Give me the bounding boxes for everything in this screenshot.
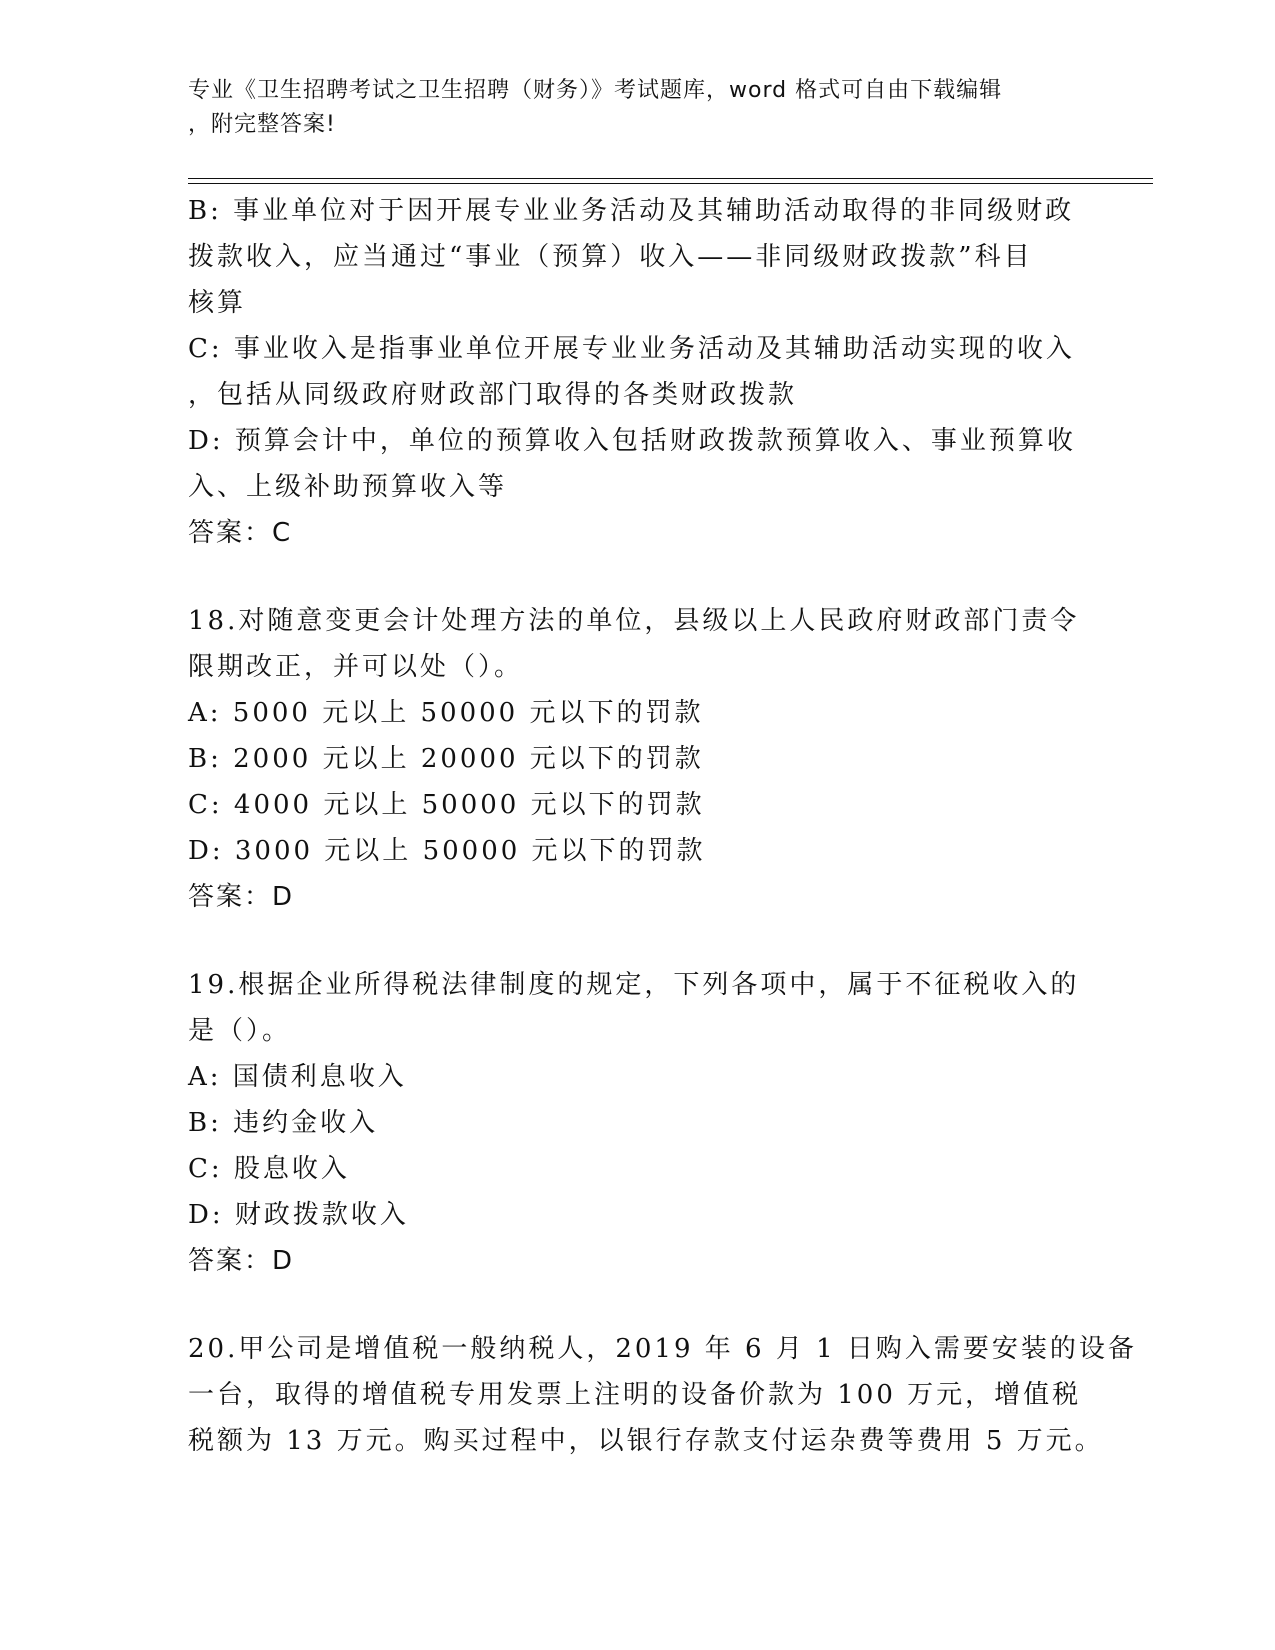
q20-stem-line-1: 20.甲公司是增值税一般纳税人，2019 年 6 月 1 日购入需要安装的设备 <box>188 1334 1137 1364</box>
header-divider-top <box>188 178 1153 179</box>
question-17-block <box>188 188 1088 556</box>
q19-option-b: B: 违约金收入 <box>188 1108 379 1138</box>
q20-stem-line-3: 税额为 13 万元。购买过程中，以银行存款支付运杂费等费用 5 万元。 <box>188 1426 1104 1456</box>
q17-option-b-line-3: 核算 <box>188 288 247 318</box>
q18-option-b: B: 2000 元以上 20000 元以下的罚款 <box>188 744 704 774</box>
spacer <box>188 1284 1088 1326</box>
q17-option-d-line-1: D: 预算会计中，单位的预算收入包括财政拨款预算收入、事业预算收 <box>188 426 1076 456</box>
q19-stem-line-1: 19.根据企业所得税法律制度的规定，下列各项中，属于不征税收入的 <box>188 970 1080 1000</box>
q18-option-d: D: 3000 元以上 50000 元以下的罚款 <box>188 836 706 866</box>
q17-option-b-line-2: 拨款收入，应当通过“事业（预算）收入——非同级财政拨款”科目 <box>188 242 1033 272</box>
document-header <box>188 74 1088 142</box>
header-divider-bottom <box>188 183 1153 184</box>
q18-answer: 答案：D <box>188 882 295 912</box>
q18-stem-line-2: 限期改正，并可以处（）。 <box>188 652 524 682</box>
q19-answer: 答案：D <box>188 1246 295 1276</box>
q19-stem-line-2: 是（）。 <box>188 1016 292 1046</box>
q17-option-d-line-2: 入、上级补助预算收入等 <box>188 472 508 502</box>
spacer <box>188 556 1088 598</box>
q19-option-d: D: 财政拨款收入 <box>188 1200 409 1230</box>
q18-option-a: A: 5000 元以上 50000 元以下的罚款 <box>188 698 704 728</box>
q17-option-c-line-1: C: 事业收入是指事业单位开展专业业务活动及其辅助活动实现的收入 <box>188 334 1075 364</box>
q20-stem-line-2: 一台，取得的增值税专用发票上注明的设备价款为 100 万元，增值税 <box>188 1380 1082 1410</box>
question-18-block <box>188 598 1088 920</box>
q18-stem-line-1: 18.对随意变更会计处理方法的单位，县级以上人民政府财政部门责令 <box>188 606 1080 636</box>
q19-option-a: A: 国债利息收入 <box>188 1062 407 1092</box>
question-19-block <box>188 962 1088 1284</box>
q18-option-c: C: 4000 元以上 50000 元以下的罚款 <box>188 790 705 820</box>
q19-option-c: C: 股息收入 <box>188 1154 350 1184</box>
q17-option-b-line-1: B: 事业单位对于因开展专业业务活动及其辅助活动取得的非同级财政 <box>188 196 1075 226</box>
question-20-block <box>188 1326 1137 1464</box>
document-body <box>188 188 1137 1464</box>
header-line-1: 专业《卫生招聘考试之卫生招聘（财务）》考试题库，word 格式可自由下载编辑 <box>188 78 1003 103</box>
q17-option-c-line-2: ，包括从同级政府财政部门取得的各类财政拨款 <box>188 380 798 410</box>
header-line-2: ，附完整答案! <box>188 112 336 137</box>
spacer <box>188 920 1088 962</box>
q17-answer: 答案：C <box>188 518 293 548</box>
